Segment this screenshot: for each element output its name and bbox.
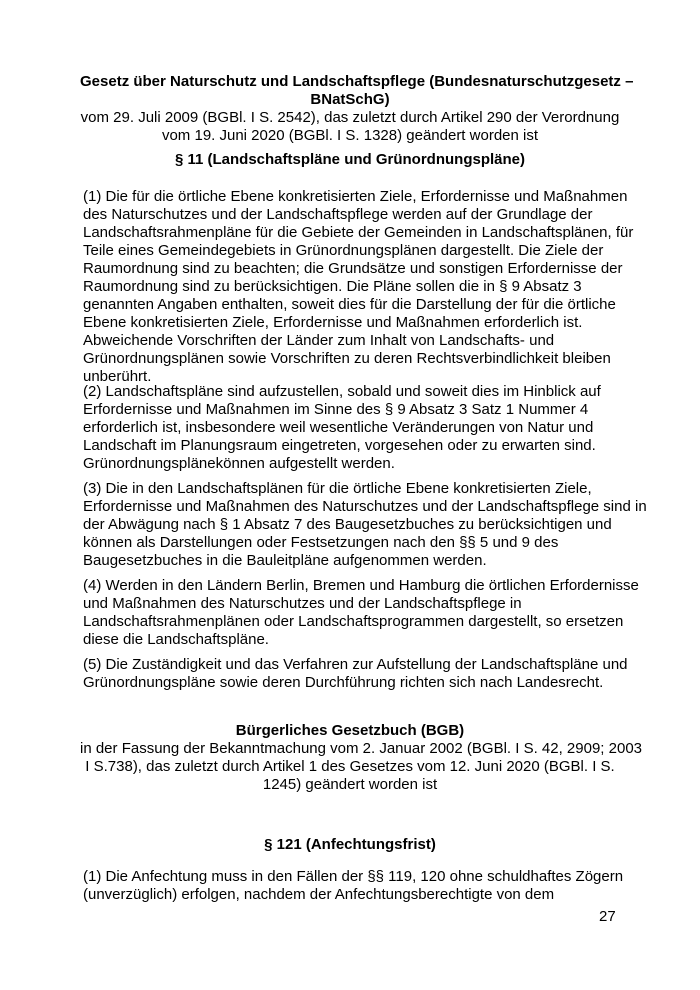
law2-paragraph-1 <box>83 868 623 904</box>
paragraph-line: Teile eines Gemeindegebiets in Grünordnungsplänen dargestellt. Die Ziele der <box>83 242 604 259</box>
paragraph-line: Landschaftsrahmenpläne für die Gebiete der Gemeinden in Landschaftsplänen, für <box>83 224 634 241</box>
law1-section-heading: § 11 (Landschaftspläne und Grünordnungspläne) <box>174 151 526 168</box>
paragraph-line: (1) Die für die örtliche Ebene konkretisierten Ziele, Erfordernisse und Maßnahmen <box>83 188 628 205</box>
paragraph-line: erforderlich ist, insbesondere weil wesentliche Veränderungen von Natur und <box>83 419 594 436</box>
law1-paragraph-3 <box>83 480 647 570</box>
law2-subtitle-line: in der Fassung der Bekanntmachung vom 2. Januar 2002 (BGBl. I S. 42, 2909; 2003 <box>80 740 643 757</box>
paragraph-line: Grünordnungsplänekönnen aufgestellt werden. <box>83 455 395 472</box>
law1-title-line: Gesetz über Naturschutz und Landschaftspflege (Bundesnaturschutzgesetz – <box>80 73 634 90</box>
law1-title-line: BNatSchG) <box>310 91 390 108</box>
law1-subtitle-line: vom 29. Juli 2009 (BGBl. I S. 2542), das zuletzt durch Artikel 290 der Verordnung <box>80 109 620 126</box>
paragraph-line: Raumordnung sind zu beachten; die Grundsätze und sonstigen Erfordernisse der <box>83 260 623 277</box>
paragraph-line: können als Darstellungen oder Festsetzungen nach den §§ 5 und 9 des <box>83 534 559 551</box>
paragraph-line: der Abwägung nach § 1 Absatz 7 des Baugesetzbuches zu berücksichtigen und <box>83 516 612 533</box>
paragraph-line: des Naturschutzes und der Landschaftspflege werden auf der Grundlage der <box>83 206 593 223</box>
paragraph-line: diese die Landschaftspläne. <box>83 631 269 648</box>
law1-paragraph-5 <box>83 656 628 692</box>
paragraph-line: (1) Die Anfechtung muss in den Fällen der §§ 119, 120 ohne schuldhaftes Zögern <box>83 868 624 885</box>
paragraph-line: (4) Werden in den Ländern Berlin, Bremen und Hamburg die örtlichen Erfordernisse <box>83 577 639 594</box>
paragraph-line: Raumordnung sind zu berücksichtigen. Die Pläne sollen die in § 9 Absatz 3 <box>83 278 582 295</box>
paragraph-line: genannten Angaben enthalten, soweit dies für die Darstellung der für die örtliche <box>83 296 616 313</box>
law1-paragraph-4 <box>83 577 639 649</box>
law1-paragraph-1 <box>83 188 634 386</box>
law2-title: Bürgerliches Gesetzbuch (BGB) <box>235 722 465 739</box>
paragraph-line: (5) Die Zuständigkeit und das Verfahren zur Aufstellung der Landschaftspläne und <box>83 656 628 673</box>
paragraph-line: Grünordnungspläne sowie deren Durchführung richten sich nach Landesrecht. <box>83 674 604 691</box>
law2-section-heading: § 121 (Anfechtungsfrist) <box>264 836 436 853</box>
paragraph-line: Erfordernisse und Maßnahmen des Naturschutzes und der Landschaftspflege sind in <box>83 498 647 515</box>
paragraph-line: Landschaftsrahmenplänen oder Landschaftsprogrammen dargestellt, so ersetzen <box>83 613 624 630</box>
law1-header <box>80 73 634 145</box>
law1-subtitle-line: vom 19. Juni 2020 (BGBl. I S. 1328) geändert worden ist <box>161 127 539 144</box>
paragraph-line: Landschaft im Planungsraum eingetreten, vorgesehen oder zu erwarten sind. <box>83 437 596 454</box>
law2-subtitle-line: 1245) geändert worden ist <box>262 776 438 793</box>
law2-subtitle-line: I S.738), das zuletzt durch Artikel 1 des Gesetzes vom 12. Juni 2020 (BGBl. I S. <box>85 758 615 775</box>
paragraph-line: (unverzüglich) erfolgen, nachdem der Anfechtungsberechtigte von dem <box>83 886 555 903</box>
paragraph-line: Abweichende Vorschriften der Länder zum Inhalt von Landschafts- und <box>83 332 555 349</box>
law2-header <box>80 722 643 794</box>
paragraph-line: (2) Landschaftspläne sind aufzustellen, sobald und soweit dies im Hinblick auf <box>83 383 601 400</box>
paragraph-line: unberührt. <box>83 368 152 385</box>
law1-paragraph-2 <box>83 383 623 473</box>
paragraph-line: und Maßnahmen des Naturschutzes und der Landschaftspflege in <box>83 595 522 612</box>
paragraph-line: Baugesetzbuches in die Bauleitpläne aufgenommen werden. <box>83 552 487 569</box>
paragraph-line: Ebene konkretisierten Ziele, Erfordernisse und Maßnahmen erforderlich ist. <box>83 314 583 331</box>
paragraph-line: Grünordnungsplänen sowie Vorschriften zu deren Rechtsverbindlichkeit bleiben <box>83 350 611 367</box>
paragraph-line: Erfordernisse und Maßnahmen im Sinne des § 9 Absatz 3 Satz 1 Nummer 4 <box>83 401 589 418</box>
paragraph-line: (3) Die in den Landschaftsplänen für die örtliche Ebene konkretisierten Ziele, <box>83 480 592 497</box>
page-number: 27 <box>599 908 616 925</box>
